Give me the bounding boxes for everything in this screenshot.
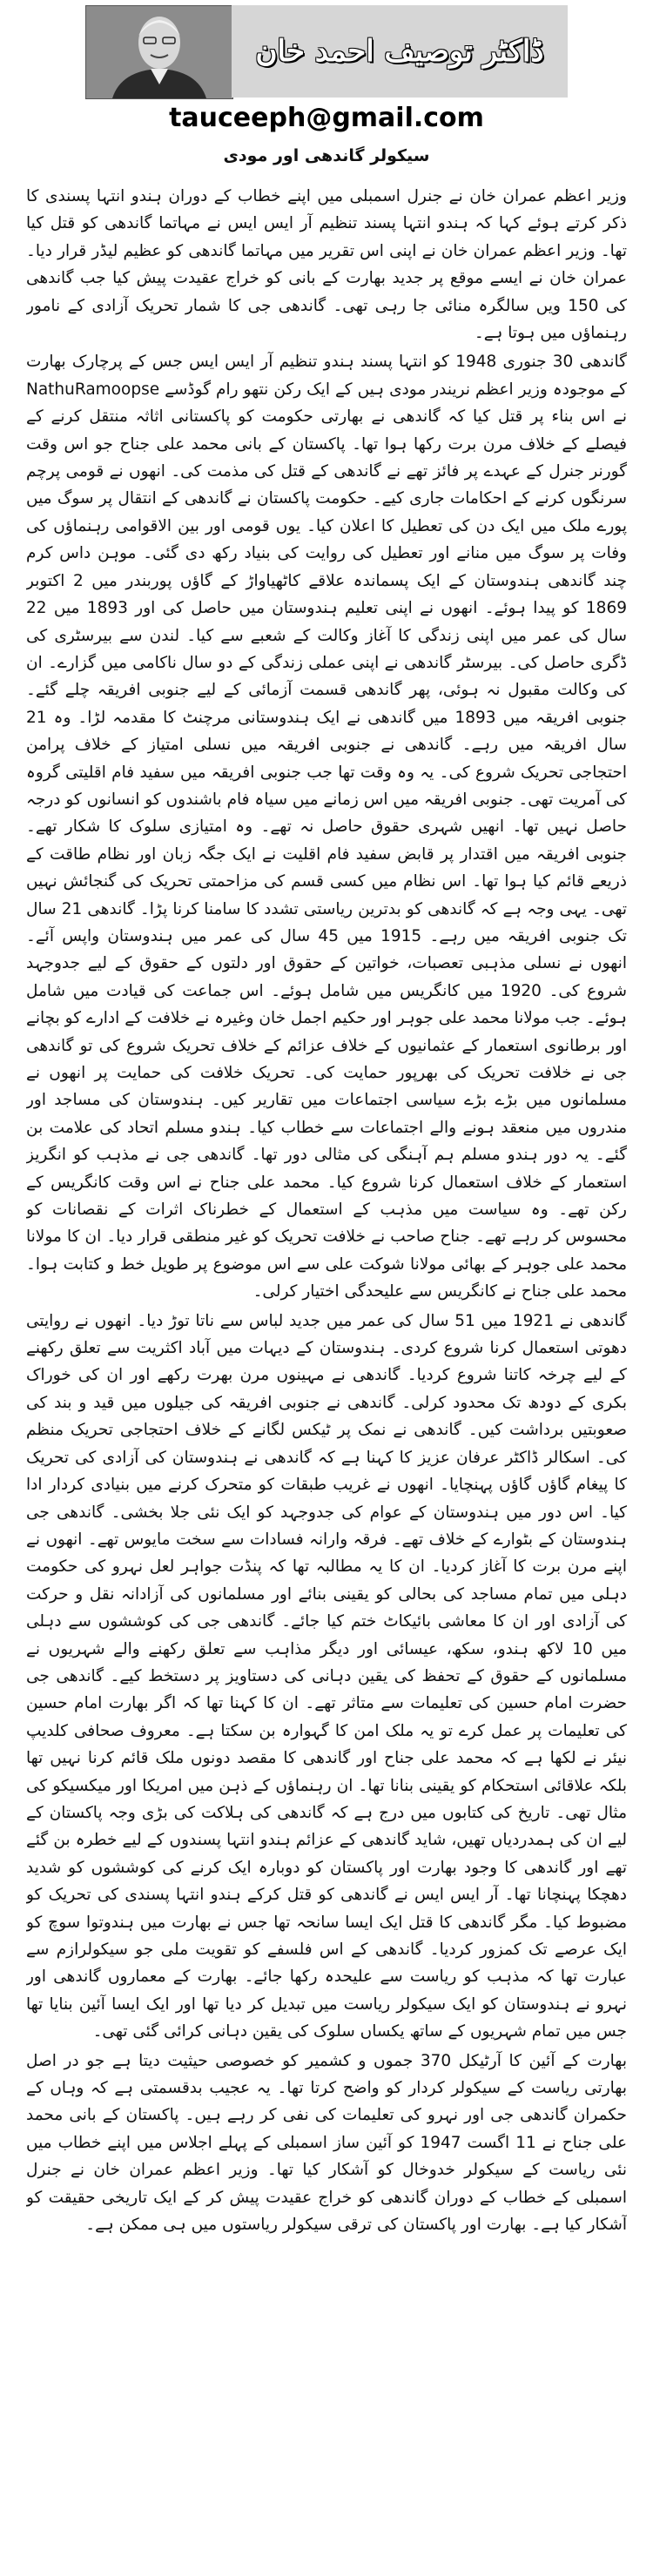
author-portrait-image xyxy=(86,6,232,98)
article-paragraph: گاندھی 30 جنوری 1948 کو انتہا پسند ہندو تنظیم آر ایس ایس جس کے پرچارک بھارت کے موجودہ وزیر اعظم نریندر مودی ہیں کے ایک رکن نتھو رام گوڈسے NathuRamoopse نے اس بناء پر قتل کیا کہ گاندھی نے بھارتی حکومت کو پاکستانی اثاثہ منتقل کرنے کے فیصلے کے خلاف مرن برت رکھا ہوا تھا۔ پاکستان کے بانی محمد علی جناح جو اس وقت گورنر جنرل کے عہدے پر فائز تھے نے گاندھی کے قتل کی مذمت کی۔ انھوں نے قومی پرچم سرنگوں کرنے کے احکامات جاری کیے۔ حکومت پاکستان نے گاندھی کے انتقال پر سوگ میں پورے ملک میں ایک دن کی تعطیل کا اعلان کیا۔ یوں قومی اور بین الاقوامی رہنماؤں کی وفات پر سوگ میں منانے اور تعطیل کی روایت کی بنیاد رکھ دی گئی۔ موہن داس کرم چند گاندھی ہندوستان کے ایک پسماندہ علاقے کاٹھیاواڑ کے گاؤں پوربندر میں 2 اکتوبر 1869 کو پیدا ہوئے۔ انھوں نے اپنی تعلیم ہندوستان میں حاصل کی اور 1893 میں 22 سال کی عمر میں اپنی زندگی کا آغاز وکالت کے شعبے سے کیا۔ لندن سے بیرسٹری کی ڈگری حاصل کی۔ بیرسٹر گاندھی نے اپنی عملی زندگی کے دو سال ناکامی میں گزارے۔ ان کی وکالت مقبول نہ ہوئی، پھر گاندھی قسمت آزمائی کے لیے جنوبی افریقہ چلے گئے۔ جنوبی افریقہ میں 1893 میں گاندھی نے ایک ہندوستانی مرچنٹ کا مقدمہ لڑا۔ وہ 21 سال افریقہ میں رہے۔ گاندھی نے جنوبی افریقہ میں نسلی امتیاز کے خلاف پرامن احتجاجی تحریک شروع کی۔ یہ وہ وقت تھا جب جنوبی افریقہ میں سفید فام اقلیتی گروہ کی آمریت تھی۔ جنوبی افریقہ میں اس زمانے میں سیاہ فام باشندوں کو انسانوں کو درجہ حاصل نہیں تھا۔ انھیں شہری حقوق حاصل نہ تھے۔ وہ امتیازی سلوک کا شکار تھے۔ جنوبی افریقہ میں اقتدار پر قابض سفید فام اقلیت نے ایک جگہ زبان اور نظام طاقت کے ذریعے قائم کیا ہوا تھا۔ اس نظام میں کسی قسم کی مزاحمتی تحریک کی گنجائش نہیں تھی۔ یہی وجہ ہے کہ گاندھی کو بدترین ریاستی تشدد کا سامنا کرنا پڑا۔ گاندھی 21 سال تک جنوبی افریقہ میں رہے۔ 1915 میں 45 سال کی عمر میں ہندوستان واپس آئے۔ انھوں نے نسلی مذہبی تعصبات، خواتین کے حقوق اور دلتوں کے حقوق کے لیے جدوجہد شروع کی۔ 1920 میں کانگریس میں شامل ہوئے۔ اس جماعت کی قیادت میں شامل ہوئے۔ جب مولانا محمد علی جوہر اور حکیم اجمل خان وغیرہ نے خلافت کے ادارے کو بچانے اور برطانوی استعمار کے عثمانیوں کے خلاف عزائم کے خلاف تحریک شروع کی تو گاندھی جی نے خلافت تحریک کی بھرپور حمایت کی۔ تحریک خلافت کی حمایت پر انھوں نے مسلمانوں میں بڑے بڑے سیاسی اجتماعات میں تقاریر کیں۔ ہندوستان کی مساجد اور مندروں میں منعقد ہونے والے اجتماعات سے خطاب کیا۔ ہندو مسلم اتحاد کی علامت بن گئے۔ یہ دور ہندو مسلم ہم آہنگی کی مثالی دور تھا۔ گاندھی جی نے مذہب کو انگریز استعمار کے خلاف استعمال کرنا شروع کیا۔ محمد علی جناح نے اس وقت کانگریس کے رکن تھے۔ وہ سیاست میں مذہب کے استعمال کے خطرناک اثرات کے نقصانات کو محسوس کر رہے تھے۔ جناح صاحب نے خلافت تحریک کو غیر منطقی قرار دیا۔ ان کا مولانا محمد علی جوہر کے بھائی مولانا شوکت علی سے اس موضوع پر طویل خط و کتابت ہوا۔ محمد علی جناح نے کانگریس سے علیحدگی اختیار کرلی۔ xyxy=(26,353,627,1301)
article-body xyxy=(26,183,627,2568)
author-name: ڈاکٹر توصیف احمد خان xyxy=(255,34,544,69)
byline-banner xyxy=(232,5,568,98)
article-paragraph: گاندھی نے 1921 میں 51 سال کی عمر میں جدید لباس سے ناتا توڑ دیا۔ انھوں نے روایتی دھوتی استعمال کرنا شروع کردی۔ ہندوستان کے دیہات میں آباد اکثریت سے تعلق رکھنے کے لیے چرخہ کاتنا شروع کردیا۔ گاندھی نے مہینوں مرن بھرت رکھے اور ان کی خوراک بکری کے دودھ تک محدود کرلی۔ گاندھی نے جنوبی افریقہ کی جیلوں میں قید و بند کی صعوبتیں برداشت کیں۔ گاندھی نے نمک پر ٹیکس لگانے کے خلاف احتجاجی تحریک منظم کی۔ اسکالر ڈاکٹر عرفان عزیز کا کہنا ہے کہ گاندھی نے ہندوستان کی آزادی کی تحریک کا پیغام گاؤں گاؤں پہنچایا۔ انھوں نے غریب طبقات کو متحرک کرنے میں بنیادی کردار ادا کیا۔ اس دور میں ہندوستان کے عوام کی جدوجہد کو ایک نئی جلا بخشی۔ گاندھی جی ہندوستان کے بٹوارے کے خلاف تھے۔ فرقہ وارانہ فسادات سے سخت مایوس تھے۔ انھوں نے اپنے مرن برت کا آغاز کردیا۔ ان کا یہ مطالبہ تھا کہ پنڈت جواہر لعل نہرو کی حکومت دہلی میں تمام مساجد کی بحالی کو یقینی بنائے اور مسلمانوں کی آزادانہ نقل و حرکت کی آزادی اور ان کا معاشی بائیکاٹ ختم کیا جائے۔ گاندھی جی کی کوششوں سے دہلی میں 10 لاکھ ہندو، سکھ، عیسائی اور دیگر مذاہب سے تعلق رکھنے والے شہریوں نے مسلمانوں کے حقوق کے تحفظ کی یقین دہانی کی دستاویز پر دستخط کیے۔ گاندھی جی حضرت امام حسین کی تعلیمات سے متاثر تھے۔ ان کا کہنا تھا کہ اگر بھارت امام حسین کی تعلیمات پر عمل کرے تو یہ ملک امن کا گہوارہ بن سکتا ہے۔ معروف صحافی کلدیپ نیئر نے لکھا ہے کہ محمد علی جناح اور گاندھی کا مقصد دونوں ملک قائم کرنا نہیں تھا بلکہ علاقائی استحکام کو یقینی بنانا تھا۔ ان رہنماؤں کے ذہن میں امریکا اور میکسیکو کی مثال تھی۔ تاریخ کی کتابوں میں درج ہے کہ گاندھی کی ہلاکت کی بڑی وجہ پاکستان کے لیے ان کی ہمدردیاں تھیں، شاید گاندھی کے عزائم ہندو انتہا پسندوں کے لیے خطرہ بن گئے تھے اور گاندھی کا وجود بھارت اور پاکستان کو دوبارہ ایک کرنے کی کوششوں کو شدید دھچکا پہنچانا تھا۔ آر ایس ایس نے گاندھی کو قتل کرکے ہندو انتہا پسندی کی تحریک کو مضبوط کیا۔ مگر گاندھی کا قتل ایک ایسا سانحہ تھا جس نے بھارت میں ہندوتوا سوچ کو ایک عرصے تک کمزور کردیا۔ گاندھی کے اس فلسفے کو تقویت ملی جو سیکولرازم سے عبارت تھا کہ مذہب کو ریاست سے علیحدہ رکھا جائے۔ بھارت کے معماروں گاندھی اور نہرو نے ہندوستان کو ایک سیکولر ریاست میں تبدیل کر دیا تھا اور ایک ایسا آئین بنایا تھا جس میں تمام شہریوں کے ساتھ یکساں سلوک کی یقین دہانی کرائی گئی تھی۔ xyxy=(26,1311,627,2041)
author-photo xyxy=(85,5,233,99)
column-header xyxy=(0,0,653,165)
article-paragraph: وزیر اعظم عمران خان نے جنرل اسمبلی میں اپنے خطاب کے دوران ہندو انتہا پسندی کا ذکر کرتے ہوئے کہا کہ ہندو انتہا پسند تنظیم آر ایس ایس نے مہاتما گاندھی کو قتل کیا تھا۔ وزیر اعظم عمران خان نے اپنی اس تقریر میں مہاتما گاندھی کو عظیم لیڈر قرار دیا۔ عمران خان نے ایسے موقع پر جدید بھارت کے بانی کو خراج عقیدت پیش کیا جب گاندھی کی 150 ویں سالگرہ منائی جا رہی تھی۔ گاندھی جی کا شمار تحریک آزادی کے نامور رہنماؤں میں ہوتا ہے۔ xyxy=(26,187,627,343)
article-title: سیکولر گاندھی اور مودی xyxy=(223,146,430,165)
article-paragraph: بھارت کے آئین کا آرٹیکل 370 جموں و کشمیر کو خصوصی حیثیت دیتا ہے جو در اصل بھارتی ریاست کے سیکولر کردار کو واضح کرتا تھا۔ یہ عجیب بدقسمتی ہے کہ وہاں کے حکمران گاندھی جی اور نہرو کی تعلیمات کی نفی کر رہے ہیں۔ پاکستان کے بانی محمد علی جناح نے 11 اگست 1947 کو آئین ساز اسمبلی کے پہلے اجلاس میں اپنے خطاب میں نئی ریاست کے سیکولر خدوخال کو آشکار کیا تھا۔ وزیر اعظم عمران خان نے جنرل اسمبلی کے خطاب کے دوران گاندھی کو خراج عقیدت پیش کر کے ایک تاریخی حقیقت کو آشکار کیا ہے۔ بھارت اور پاکستان کی ترقی سیکولر ریاستوں میں ہی ممکن ہے۔ xyxy=(26,2051,627,2235)
author-email: tauceeph@gmail.com xyxy=(169,103,484,133)
